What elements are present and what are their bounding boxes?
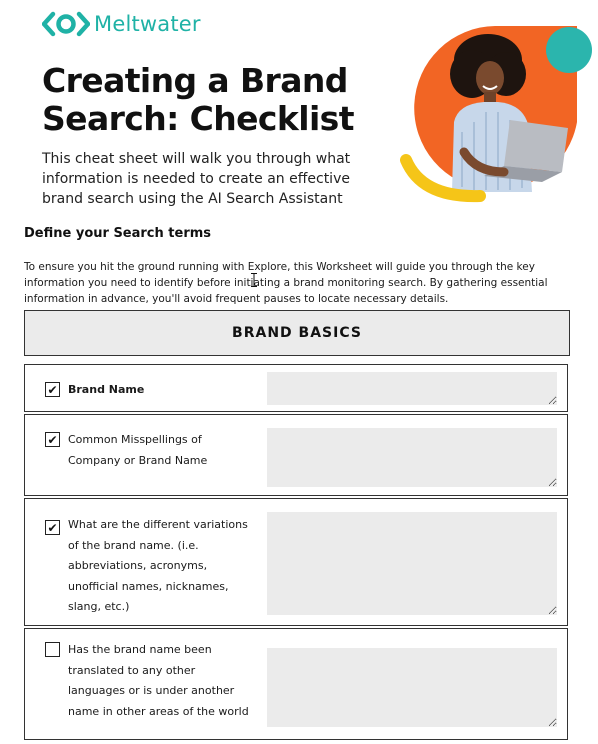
label-line: What are the different variations (68, 518, 248, 531)
checklist-row-brand-name (24, 364, 568, 412)
intro-text (42, 149, 372, 209)
label-line: languages or is under another (68, 684, 235, 697)
meltwater-logo-mark-icon (42, 10, 90, 38)
title-line: Search: Checklist (42, 99, 354, 138)
page-title (42, 62, 382, 138)
translations-label (68, 640, 268, 722)
checklist-row-name-variations (24, 498, 568, 626)
label-line: abbreviations, acronyms, (68, 559, 208, 572)
intro-line: This cheat sheet will walk you through what (42, 151, 351, 167)
label-line: Company or Brand Name (68, 453, 208, 467)
misspellings-checkbox[interactable]: ✔ (45, 432, 60, 447)
label-line: translated to any other (68, 663, 196, 677)
name-variations-input[interactable] (267, 512, 557, 615)
section-description (24, 259, 576, 307)
translations-input[interactable] (267, 648, 557, 727)
brand-name-checkbox[interactable]: ✔ (45, 382, 60, 397)
description-line: information you need to identify before initiating a brand monitoring search. By gathering essential (24, 277, 548, 289)
brand-name-input[interactable] (267, 372, 557, 405)
meltwater-logo[interactable] (42, 10, 201, 38)
title-line: Creating a Brand (42, 61, 348, 100)
intro-line: brand search using the AI Search Assistant (42, 191, 343, 207)
translations-checkbox[interactable] (45, 642, 60, 657)
text-cursor-icon (251, 273, 257, 287)
label-line: of the brand name. (i.e. (68, 538, 199, 552)
brand-name-label (68, 380, 268, 401)
label-line: name in other areas of the world (68, 704, 249, 718)
name-variations-label (68, 515, 268, 618)
logo-wordmark: Meltwater (94, 12, 201, 36)
checklist-row-misspellings (24, 414, 568, 496)
hero-woman-with-laptop-image (392, 12, 598, 208)
description-line: information in advance, you'll avoid frequent pauses to locate necessary details. (24, 293, 449, 305)
brand-basics-header: BRAND BASICS (24, 310, 570, 356)
label-line: Common Misspellings of (68, 433, 202, 446)
section-heading: Define your Search terms (24, 226, 212, 241)
label-line: Brand Name (68, 383, 145, 396)
label-line: unofficial names, nicknames, (68, 579, 229, 593)
name-variations-checkbox[interactable]: ✔ (45, 520, 60, 535)
label-line: slang, etc.) (68, 600, 130, 613)
misspellings-label (68, 430, 268, 471)
checklist-row-translations (24, 628, 568, 740)
intro-line: information is needed to create an effective (42, 171, 350, 187)
description-line: To ensure you hit the ground running with Explore, this Worksheet will guide you through the key (24, 261, 535, 273)
misspellings-input[interactable] (267, 428, 557, 487)
label-line: Has the brand name been (68, 643, 212, 656)
